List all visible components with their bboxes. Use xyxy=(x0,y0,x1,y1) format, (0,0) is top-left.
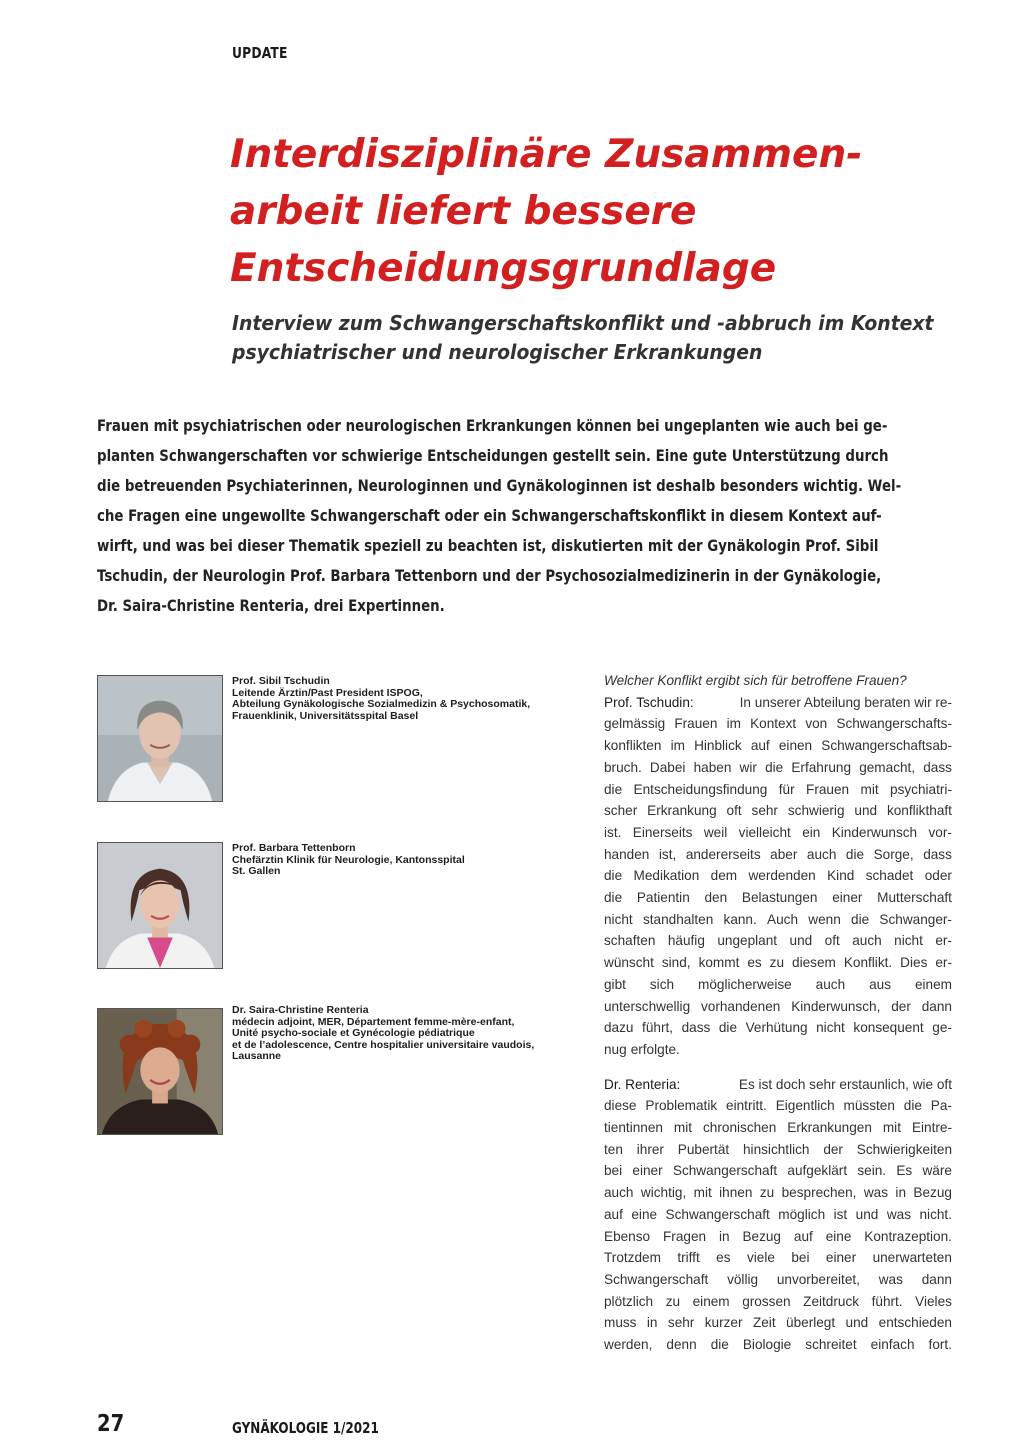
text-line: bei einer Schwangerschaft aufgeklärt sein. Es wäre xyxy=(604,1163,952,1179)
text-line: die Entscheidungsfindung für Frauen mit psychiatri- xyxy=(604,781,952,797)
text-line: nug erfolgte. xyxy=(604,1041,680,1057)
portrait-photo-renteria xyxy=(97,1008,223,1135)
lead-line: Tschudin, der Neurologin Prof. Barbara Tettenborn und der Psychosozialmedizinerin in der Gynäkologie, xyxy=(97,566,882,585)
text-line: scher Erkrankung oft sehr schwierig und konflikthaft xyxy=(604,803,952,819)
text-line: muss in sehr kurzer Zeit überlegt und entschieden xyxy=(604,1315,952,1331)
text-line: schaften häufig ungeplant und oft auch nicht er- xyxy=(604,933,952,949)
caption-line: Frauenklinik, Universitätsspital Basel xyxy=(232,709,419,722)
caption-line: Leitende Ärztin/Past President ISPOG, xyxy=(232,686,423,699)
answer-text: In unserer Abteilung beraten wir re- xyxy=(739,694,952,710)
lead-line: Dr. Saira-Christine Renteria, drei Expertinnen. xyxy=(97,596,445,615)
lead-line: die betreuenden Psychiaterinnen, Neurologinnen und Gynäkologinnen ist deshalb besonders wichtig. Wel- xyxy=(97,476,902,495)
lead-paragraph xyxy=(97,411,957,621)
caption-line: et de l’adolescence, Centre hospitalier universitaire vaudois, xyxy=(232,1038,535,1051)
text-line: gelmässig Frauen im Kontext von Schwangerschafts- xyxy=(604,716,952,732)
text-line: Trotzdem trifft es viele bei einer unerwarteten xyxy=(604,1250,952,1266)
expert-caption xyxy=(232,1005,582,1063)
text-line: unterschwellig vorhandenen Kinderwunsch, der dann xyxy=(604,998,952,1014)
text-line: handen ist, andererseits aber auch die Sorge, dass xyxy=(604,846,952,862)
text-line: bruch. Dabei haben wir die Erfahrung gemacht, dass xyxy=(604,759,952,775)
text-line: tientinnen mit chronischen Erkrankungen mit Eintre- xyxy=(604,1120,952,1136)
text-line: ten ihrer Pubertät hinsichtlich der Schwierigkeiten xyxy=(604,1141,952,1157)
speaker-label: Prof. Tschudin: xyxy=(604,694,694,710)
lead-line: che Fragen eine ungewollte Schwangerschaft oder ein Schwangerschaftskonflikt in diesem Kontext auf- xyxy=(97,506,882,525)
portrait-photo-tschudin xyxy=(97,675,223,802)
text-line: gibt sich möglicherweise auch aus einem xyxy=(604,976,952,992)
answer-first-line xyxy=(604,692,952,714)
portrait-photo-tettenborn xyxy=(97,842,223,969)
answer-text: Es ist doch sehr erstaunlich, wie oft xyxy=(738,1076,952,1092)
text-line: werden, denn die Biologie schreitet einfach fort. xyxy=(604,1337,952,1353)
caption-line: Abteilung Gynäkologische Sozialmedizin & Psychosomatik, xyxy=(232,698,531,711)
article-title xyxy=(230,126,990,297)
caption-line: médecin adjoint, MER, Département femme-mère-enfant, xyxy=(232,1015,515,1028)
article-subtitle xyxy=(232,309,946,367)
page-number: 27 xyxy=(97,1411,125,1437)
expert-name: Dr. Saira-Christine Renteria xyxy=(232,1004,369,1016)
text-line: nicht standhalten kann. Auch wenn die Schwanger- xyxy=(604,911,952,927)
text-line: Schwangerschaft völlig unvorbereitet, was dann xyxy=(604,1271,952,1287)
answer-text-block xyxy=(604,1095,952,1355)
title-line: Interdisziplinäre Zusammen- xyxy=(230,132,863,177)
section-label: UPDATE xyxy=(232,44,288,62)
journal-name: GYNÄKOLOGIE 1/2021 xyxy=(232,1419,379,1437)
text-line: diese Problematik eintritt. Eigentlich müssten die Pa- xyxy=(604,1098,952,1114)
answer-first-line xyxy=(604,1074,952,1096)
text-line: konflikten im Hinblick auf einen Schwangerschaftsab- xyxy=(604,738,952,754)
text-line: ist. Einerseits weil vielleicht ein Kinderwunsch vor- xyxy=(604,824,952,840)
lead-line: planten Schwangerschaften vor schwierige Entscheidungen gestellt sein. Eine gute Unterstützung durch xyxy=(97,446,889,465)
subtitle-line: psychiatrischer und neurologischer Erkrankungen xyxy=(232,340,763,364)
caption-line: Unité psycho-sociale et Gynécologie pédiatrique xyxy=(232,1027,475,1040)
text-line: dazu führt, dass die Verhütung nicht konsequent ge- xyxy=(604,1020,952,1036)
caption-line: Chefärztin Klinik für Neurologie, Kantonsspital xyxy=(232,853,465,866)
lead-line: wirft, und was bei dieser Thematik speziell zu beachten ist, diskutierten mit der Gynäkologin Prof. Sibil xyxy=(97,536,879,555)
interview-column xyxy=(604,670,952,1356)
speaker-label: Dr. Renteria: xyxy=(604,1076,681,1092)
text-line: Ebenso Fragen in Bezug auf eine Kontrazeption. xyxy=(604,1228,952,1244)
subtitle-line: Interview zum Schwangerschaftskonflikt und -abbruch im Kontext xyxy=(232,311,934,335)
interview-question: Welcher Konflikt ergibt sich für betroffene Frauen? xyxy=(604,673,907,688)
text-line: auf eine Schwangerschaft möglich ist und was nicht. xyxy=(604,1206,952,1222)
expert-name: Prof. Sibil Tschudin xyxy=(232,675,330,687)
text-line: auch wichtig, mit ihnen zu besprechen, was in Bezug xyxy=(604,1185,952,1201)
answer-text-block xyxy=(604,713,952,1060)
caption-line: St. Gallen xyxy=(232,865,281,878)
text-line: plötzlich zu einem grossen Zeitdruck führt. Vieles xyxy=(604,1293,952,1309)
expert-name: Prof. Barbara Tettenborn xyxy=(232,842,356,854)
text-line: wünscht sind, kommt es zu diesem Konflikt. Dies er- xyxy=(604,955,952,971)
caption-line: Lausanne xyxy=(232,1050,282,1063)
expert-caption xyxy=(232,843,582,878)
title-line: arbeit liefert bessere xyxy=(230,189,697,234)
text-line: die Patientin den Belastungen einer Mutterschaft xyxy=(604,890,952,906)
text-line: die Medikation dem werdenden Kind schadet oder xyxy=(604,868,952,884)
title-line: Entscheidungsgrundlage xyxy=(230,246,777,291)
expert-caption xyxy=(232,676,582,722)
lead-line: Frauen mit psychiatrischen oder neurologischen Erkrankungen können bei ungeplanten wie auch bei ge- xyxy=(97,416,888,435)
